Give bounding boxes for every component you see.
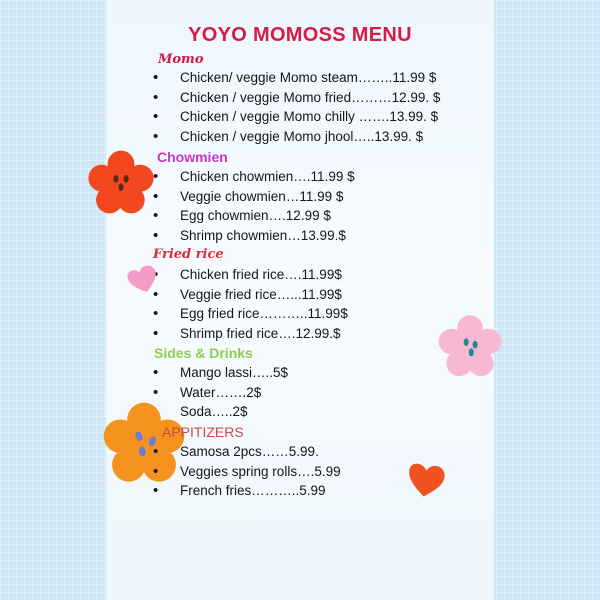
section-heading-sides-drinks: Sides & Drinks xyxy=(154,345,253,361)
list-item: • Egg chowmien….12.99 $ xyxy=(150,206,355,226)
list-item: • Chicken / veggie Momo fried………12.99. $ xyxy=(150,88,440,108)
list-item: • French fries………..5.99 xyxy=(150,481,341,501)
momo-list xyxy=(150,68,440,147)
section-heading-fried-rice: Fried rice xyxy=(153,247,224,262)
list-item: • Egg fried rice………..11.99$ xyxy=(150,304,348,324)
orange-heart-icon xyxy=(404,458,448,500)
list-item: • Shrimp chowmien…13.99.$ xyxy=(150,226,355,246)
appetizers-list xyxy=(150,442,341,501)
red-flower-icon xyxy=(86,150,156,214)
list-item: • Chicken/ veggie Momo steam……..11.99 $ xyxy=(150,68,440,88)
list-item: • Chicken fried rice….11.99$ xyxy=(150,265,348,285)
list-item: • Veggies spring rolls….5.99 xyxy=(150,462,341,482)
pink-heart-icon xyxy=(126,262,160,296)
section-heading-appetizers: APPITIZERS xyxy=(162,424,244,440)
fried-rice-list xyxy=(150,265,348,344)
list-item: • Mango lassi…..5$ xyxy=(150,363,288,383)
chowmien-list xyxy=(150,167,355,246)
list-item: • Water…….2$ xyxy=(150,383,288,403)
list-item: • Chicken / veggie Momo jhool…..13.99. $ xyxy=(150,127,440,147)
list-item: • Veggie chowmien…11.99 $ xyxy=(150,187,355,207)
list-item: • Chicken chowmien….11.99 $ xyxy=(150,167,355,187)
list-item: • Chicken / veggie Momo chilly …….13.99. $ xyxy=(150,107,440,127)
list-item: • Veggie fried rice…...11.99$ xyxy=(150,285,348,305)
pink-flower-icon xyxy=(438,312,502,380)
menu-title: YOYO MOMOSS MENU xyxy=(188,24,412,46)
section-heading-momo: Momo xyxy=(158,52,204,67)
list-item: • Samosa 2pcs……5.99. xyxy=(150,442,341,462)
list-item: • Soda…..2$ xyxy=(150,402,288,422)
section-heading-chowmien: Chowmien xyxy=(157,149,228,165)
list-item: • Shrimp fried rice….12.99.$ xyxy=(150,324,348,344)
